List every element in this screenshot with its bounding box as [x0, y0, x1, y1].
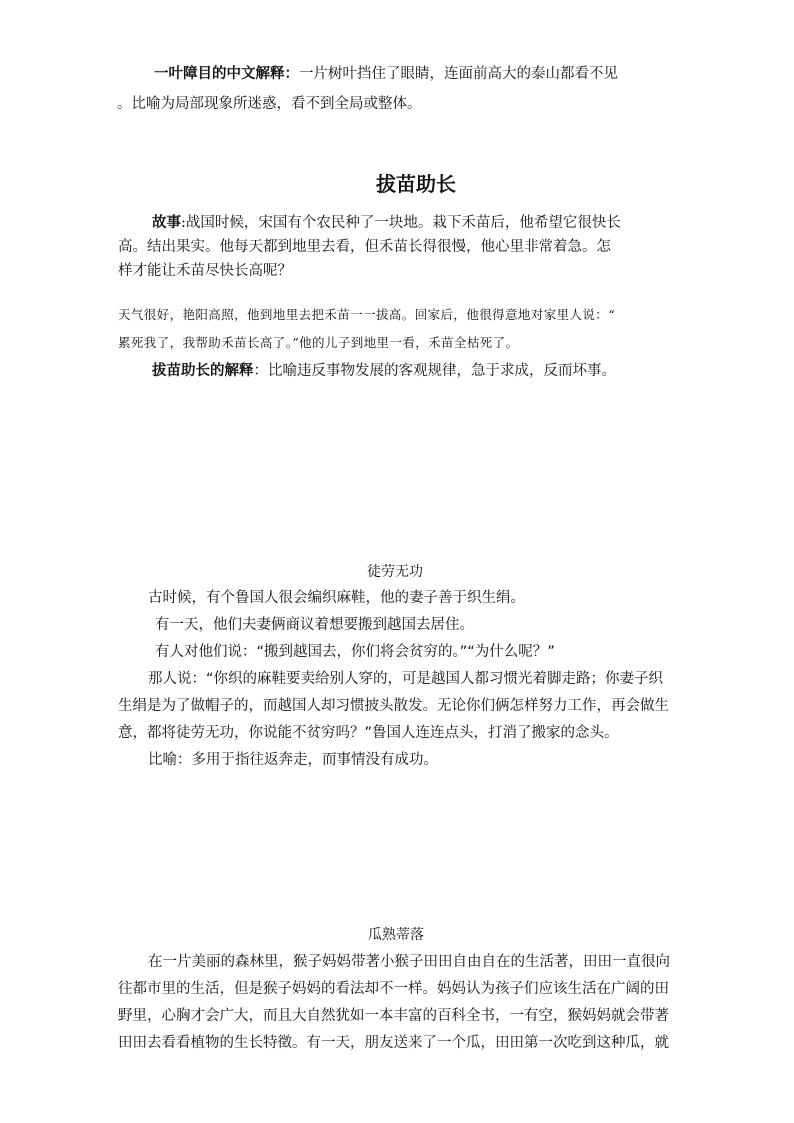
s3-line-2: 有一天，他们夫妻俩商议着想要搬到越国去居住。 — [155, 617, 474, 633]
s4-line-3: 野里，心胸才会广大，而且大自然犹如一本丰富的百科全书，一有空，猴妈妈就会带著 — [118, 1008, 669, 1024]
s4-line-4: 田田去看看植物的生长特徵。有一天，朋友送来了一个瓜，田田第一次吃到这种瓜，就 — [118, 1035, 669, 1051]
s1-line1-text: 一片树叶挡住了眼睛，连面前高大的泰山都看不见 — [299, 66, 618, 82]
s3-line-5: 生绢是为了做帽子的，而越国人却习惯披头散发。无论你们俩怎样努力工作，再会做生 — [118, 698, 669, 714]
s2-title: 拔苗助长 — [376, 172, 456, 196]
s3-title: 徒劳无功 — [367, 564, 423, 580]
s1-line-2: 。比喻为局部现象所迷惑，看不到全局或整体。 — [117, 96, 422, 112]
s4-title: 瓜熟蒂落 — [368, 927, 424, 943]
s2-explain-line — [152, 361, 616, 381]
s3-line-7: 比喻：多用于指往返奔走，而事情没有成功。 — [148, 752, 438, 768]
s3-line-6: 意，都将徒劳无功，你说能不贫穷吗？”鲁国人连连点头，打消了搬家的念头。 — [118, 725, 619, 741]
s3-line-4: 那人说：“你织的麻鞋要卖给别人穿的，可是越国人都习惯光着脚走路；你妻子织 — [148, 671, 664, 687]
s3-line-1: 古时候，有个鲁国人很会编织麻鞋，他的妻子善于织生绢。 — [148, 590, 525, 606]
s2-para2-line-1: 天气很好，艳阳高照，他到地里去把禾苗一一拔高。回家后，他很得意地对家里人说：“ — [118, 307, 615, 322]
s3-line-3: 有人对他们说：“搬到越国去，你们将会贫穷的。”“为什么呢？” — [155, 644, 555, 660]
s2-story-line-2: 高。结出果实。他每天都到地里去看，但禾苗长得很慢，他心里非常着急。怎 — [118, 239, 611, 255]
s2-explain-label: 拔苗助长的解释 — [152, 362, 254, 379]
s2-story-line-3: 样才能让禾苗尽快长高呢？ — [118, 263, 292, 279]
s1-line-1 — [154, 64, 618, 84]
s2-para2-line-2: 累死我了，我帮助禾苗长高了。”他的儿子到地里一看，禾苗全枯死了。 — [118, 335, 519, 350]
s2-explain-text: ：比喻违反事物发展的客观规律，急于求成，反而坏事。 — [253, 363, 616, 379]
s1-label: 一叶障目的中文解释： — [154, 65, 299, 82]
s2-story-text-1: :战国时候，宋国有个农民种了一块地。栽下禾苗后，他希望它很快长 — [181, 215, 621, 231]
s2-story-label: 故事 — [152, 214, 181, 231]
s2-story-line-1 — [152, 213, 621, 233]
s4-line-1: 在一片美丽的森林里，猴子妈妈带著小猴子田田自由自在的生活著，田田一直很向 — [148, 954, 670, 970]
s4-line-2: 往都市里的生活，但是猴子妈妈的看法却不一样。妈妈认为孩子们应该生活在广阔的田 — [118, 981, 669, 997]
